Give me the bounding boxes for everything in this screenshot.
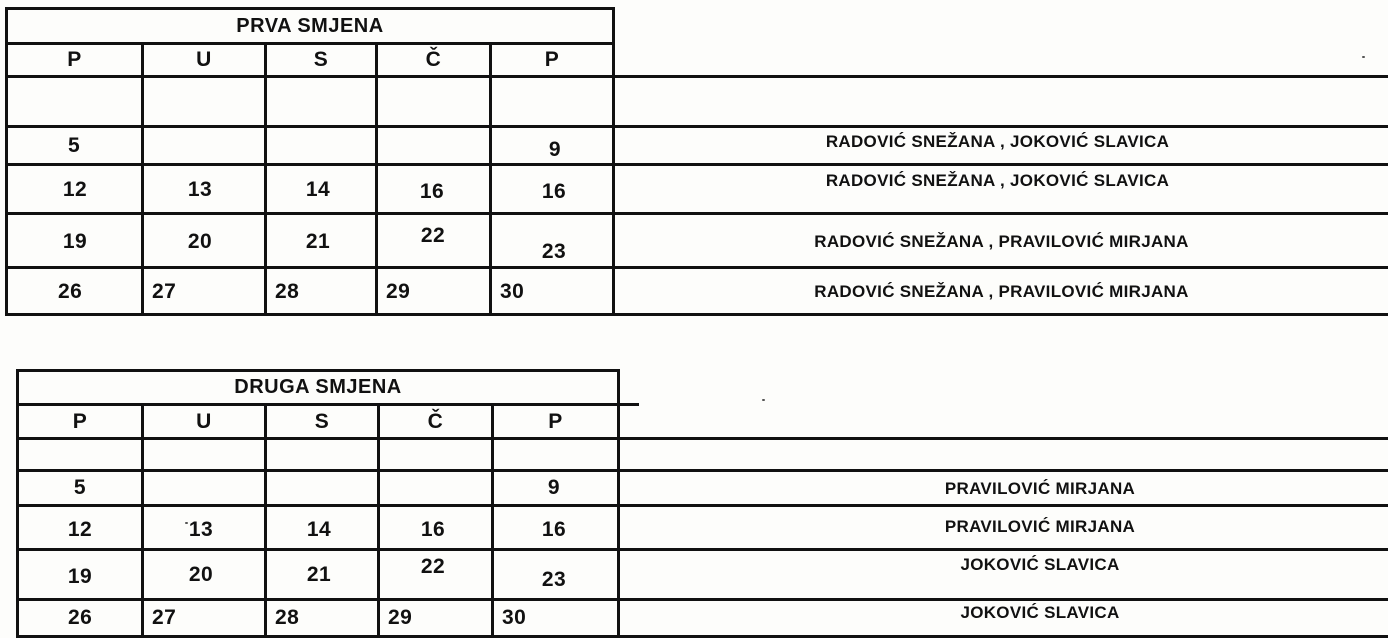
staff-names: JOKOVIĆ SLAVICA	[960, 603, 1120, 622]
day-header-tuesday: U	[196, 48, 212, 71]
date-cell: 13	[187, 178, 213, 201]
date-cell	[267, 78, 375, 125]
date-cell	[267, 440, 377, 469]
date-cell: 12	[67, 517, 93, 541]
staff-names: PRAVILOVIĆ MIRJANA	[944, 479, 1136, 498]
day-header-wednesday: S	[314, 409, 330, 433]
day-header-thursday: Č	[425, 48, 442, 71]
day-header-monday: P	[72, 409, 88, 433]
date-cell	[144, 128, 264, 163]
date-cell: 21	[305, 230, 331, 253]
date-cell: 16	[541, 180, 567, 203]
date-cell	[267, 128, 375, 163]
table-title: PRVA SMJENA	[236, 14, 384, 37]
day-header-wednesday: S	[313, 48, 329, 71]
date-cell: 28	[275, 606, 300, 629]
date-cell	[494, 440, 617, 469]
date-cell: 9	[548, 137, 562, 161]
scan-speck	[185, 522, 188, 524]
date-cell	[492, 78, 612, 125]
date-cell	[144, 472, 264, 504]
date-cell: 20	[187, 230, 213, 253]
staff-names: RADOVIĆ SNEŽANA , PRAVILOVIĆ MIRJANA	[814, 232, 1189, 251]
day-header-monday: P	[67, 48, 82, 71]
date-cell: 20	[188, 563, 214, 586]
date-cell: 23	[541, 240, 567, 263]
schedule-table-second-shift	[0, 368, 1388, 638]
scan-speck	[1362, 56, 1365, 58]
date-cell: 22	[420, 555, 446, 578]
date-cell	[8, 78, 141, 125]
date-cell: 19	[67, 565, 93, 588]
date-cell: 5	[68, 133, 81, 157]
date-cell: 27	[152, 280, 177, 303]
date-cell: 30	[502, 606, 527, 629]
staff-names: PRAVILOVIĆ MIRJANA	[944, 517, 1136, 536]
date-cell: 26	[68, 606, 93, 629]
staff-names: JOKOVIĆ SLAVICA	[960, 555, 1120, 574]
date-cell: 9	[547, 476, 561, 499]
day-header-friday: P	[548, 409, 563, 433]
table-title: DRUGA SMJENA	[234, 376, 402, 398]
staff-names	[615, 78, 1388, 125]
date-cell: 16	[420, 517, 446, 541]
date-cell: 16	[541, 517, 567, 541]
date-cell: 19	[62, 230, 88, 253]
date-cell	[19, 440, 141, 469]
date-cell: 28	[275, 280, 300, 303]
day-header-thursday: Č	[427, 409, 444, 433]
date-cell: 21	[306, 563, 332, 586]
date-cell	[380, 440, 491, 469]
staff-names: RADOVIĆ SNEŽANA , PRAVILOVIĆ MIRJANA	[814, 282, 1189, 301]
date-cell: 27	[152, 606, 177, 629]
staff-names	[620, 440, 1388, 469]
date-cell: 30	[500, 280, 525, 303]
date-cell: 14	[305, 178, 331, 201]
day-header-friday: P	[544, 48, 560, 71]
scan-speck	[762, 399, 765, 401]
date-cell: 29	[386, 280, 411, 303]
date-cell	[378, 128, 489, 163]
date-cell: 16	[419, 180, 445, 203]
date-cell: 13	[188, 517, 214, 541]
date-cell	[144, 78, 264, 125]
staff-names: RADOVIĆ SNEŽANA , JOKOVIĆ SLAVICA	[825, 171, 1170, 190]
date-cell: 5	[73, 476, 87, 499]
staff-names: RADOVIĆ SNEŽANA , JOKOVIĆ SLAVICA	[825, 131, 1170, 151]
date-cell	[267, 472, 377, 504]
date-cell: 12	[62, 178, 88, 201]
date-cell: 23	[541, 568, 567, 591]
date-cell: 14	[306, 517, 332, 541]
date-cell	[380, 472, 491, 504]
date-cell	[144, 440, 264, 469]
day-header-tuesday: U	[196, 409, 212, 433]
date-cell: 26	[58, 280, 83, 303]
date-cell: 22	[420, 224, 446, 247]
date-cell: 29	[388, 606, 413, 629]
date-cell	[378, 78, 489, 125]
